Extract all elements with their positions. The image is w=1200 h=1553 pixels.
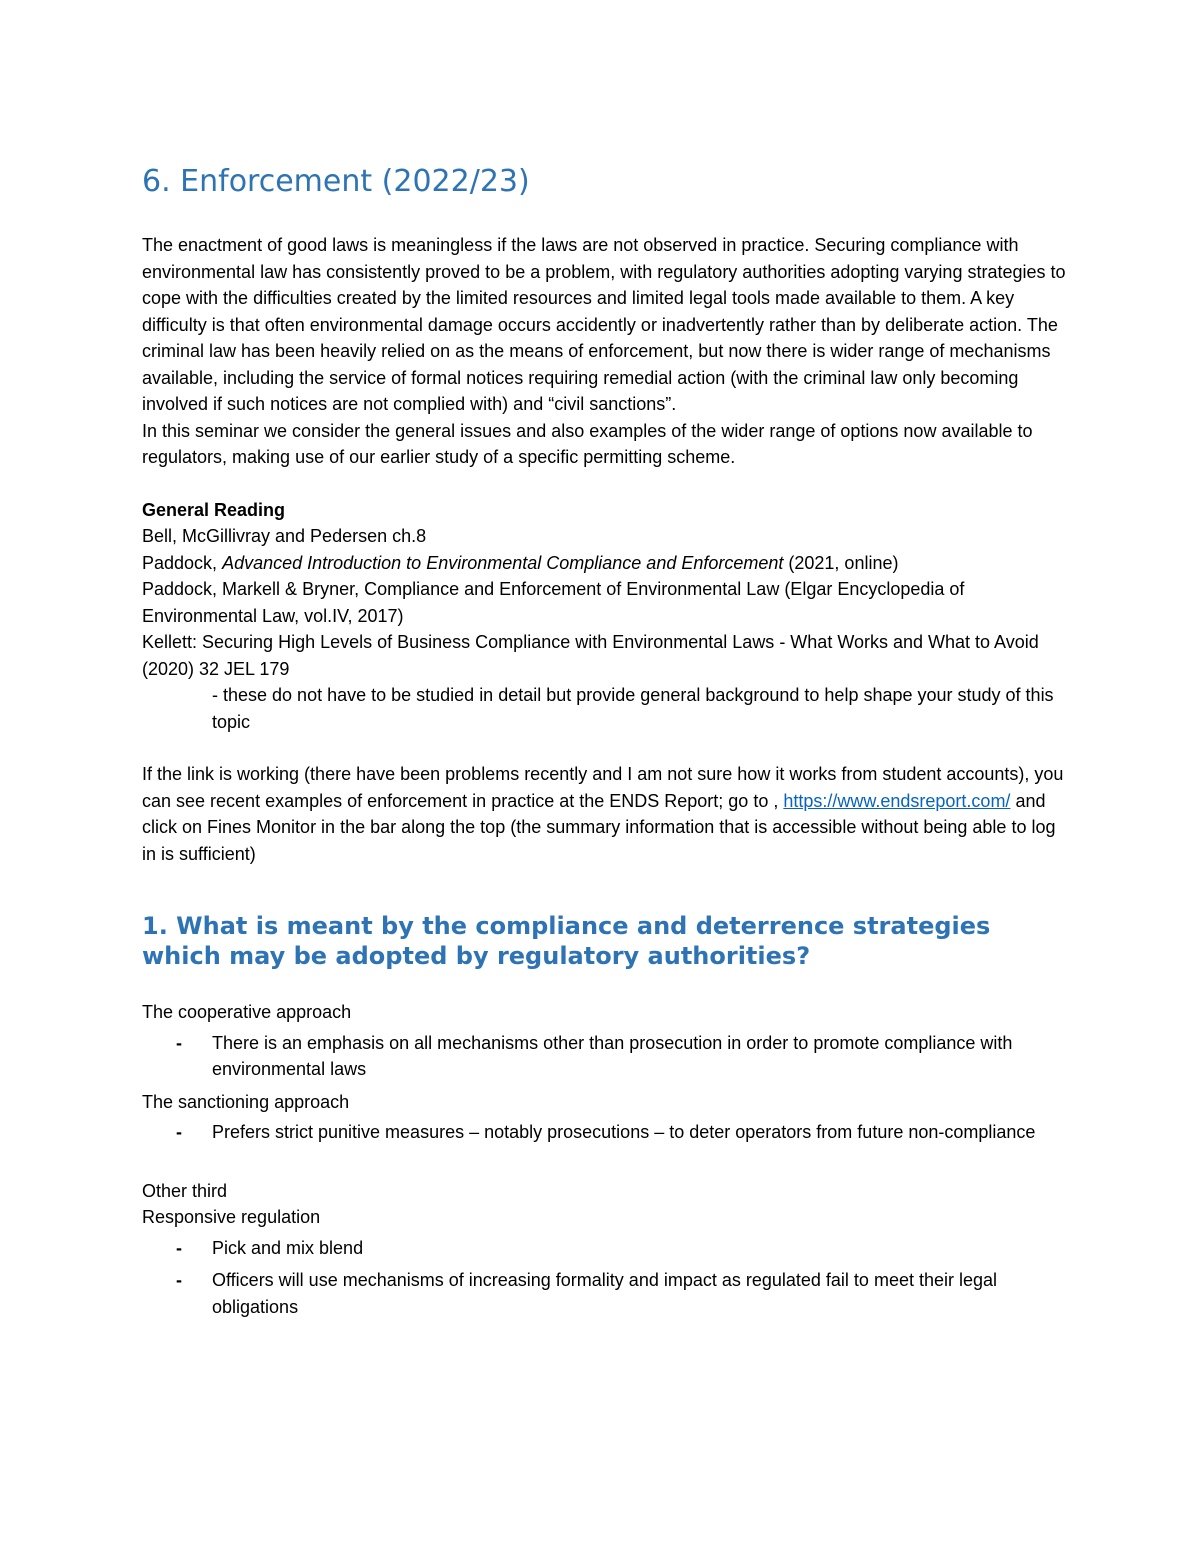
responsive-regulation-label: Responsive regulation [142, 1207, 321, 1227]
cooperative-approach-list [142, 1030, 1072, 1083]
reading-note: - these do not have to be studied in detail but provide general background to help shape your study of this topic [212, 685, 1054, 732]
question-1-heading: 1. What is meant by the compliance and deterrence strategies which may be adopted by regulatory authorities? [142, 912, 991, 970]
spacer [142, 471, 1072, 497]
intro-paragraph-2: In this seminar we consider the general issues and also examples of the wider range of options now available to regulators, making use of our earlier study of a specific permitting scheme. [142, 420, 1033, 467]
list-item [142, 1119, 1072, 1146]
reading-item-paddock-encyclopedia: Paddock, Markell & Bryner, Compliance and Enforcement of Environmental Law (Elgar Encyclopedia of Environmental Law, vol.IV, 2017) [142, 579, 965, 626]
ends-text-after: and click on Fines Monitor in the bar along the top (the summary information that is accessible without being able to log in is sufficient) [142, 790, 1056, 864]
list-item-text: Pick and mix blend [212, 1237, 364, 1258]
responsive-regulation-list [142, 1235, 1072, 1321]
spacer [142, 1152, 1072, 1178]
dash-bullet-icon: - [176, 1237, 182, 1258]
reading-item-author: Paddock, [142, 552, 223, 573]
document-page [142, 160, 1072, 1326]
ends-report-paragraph [142, 761, 1072, 867]
ends-text-before: If the link is working (there have been problems recently and I am not sure how it works from student accounts), you can see recent examples of enforcement in practice at the ENDS Report; go to , [142, 764, 1064, 811]
reading-item-bell: Bell, McGillivray and Pedersen ch.8 [142, 526, 427, 546]
ends-report-link[interactable]: https://www.endsreport.com/ [783, 790, 1011, 811]
list-item [142, 1235, 1072, 1262]
reading-item-edition: (2021, online) [783, 552, 899, 573]
spacer [142, 867, 1072, 911]
intro-paragraph-1: The enactment of good laws is meaningless if the laws are not observed in practice. Securing compliance with environmental law has consistently proved to be a problem, with regulatory authorities adopting varying strategies to cope with the difficulties created by the limited resources and limited legal tools made available to them. A key difficulty is that often environmental damage occurs accidently or inadvertently rather than by deliberate action. The criminal law has been heavily relied on as the means of enforcement, but now there is wider range of mechanisms available, including the service of formal notices requiring remedial action (with the criminal law only becoming involved if such notices are not complied with) and “civil sanctions”. [142, 235, 1066, 414]
list-item [142, 1030, 1072, 1083]
list-item-text: Prefers strict punitive measures – notably prosecutions – to deter operators from future non-compliance [212, 1122, 1036, 1142]
list-item-text: Officers will use mechanisms of increasing formality and impact as regulated fail to meet their legal obligations [212, 1270, 998, 1317]
dash-bullet-icon: - [176, 1122, 182, 1142]
dash-bullet-icon: - [176, 1270, 182, 1290]
cooperative-approach-label: The cooperative approach [142, 1002, 352, 1022]
question-1-body [142, 999, 1072, 1320]
sanctioning-approach-label: The sanctioning approach [142, 1091, 350, 1112]
page-title: 6. Enforcement (2022/23) [142, 164, 530, 199]
spacer [142, 735, 1072, 761]
reading-item-paddock-advanced [142, 550, 1072, 577]
general-reading-section [142, 497, 1072, 736]
other-third-label: Other third [142, 1180, 228, 1201]
reading-item-kellett: Kellett: Securing High Levels of Business Compliance with Environmental Laws - What Works and What to Avoid (2020) 32 JEL 179 [142, 632, 1039, 679]
general-reading-heading: General Reading [142, 499, 286, 520]
list-item-text: There is an emphasis on all mechanisms other than prosecution in order to promote compliance with environmental laws [212, 1032, 1013, 1079]
reading-item-book-title: Advanced Introduction to Environmental Compliance and Enforcement [222, 552, 784, 573]
dash-bullet-icon: - [176, 1032, 182, 1053]
sanctioning-approach-list [142, 1119, 1072, 1146]
list-item [142, 1267, 1072, 1320]
